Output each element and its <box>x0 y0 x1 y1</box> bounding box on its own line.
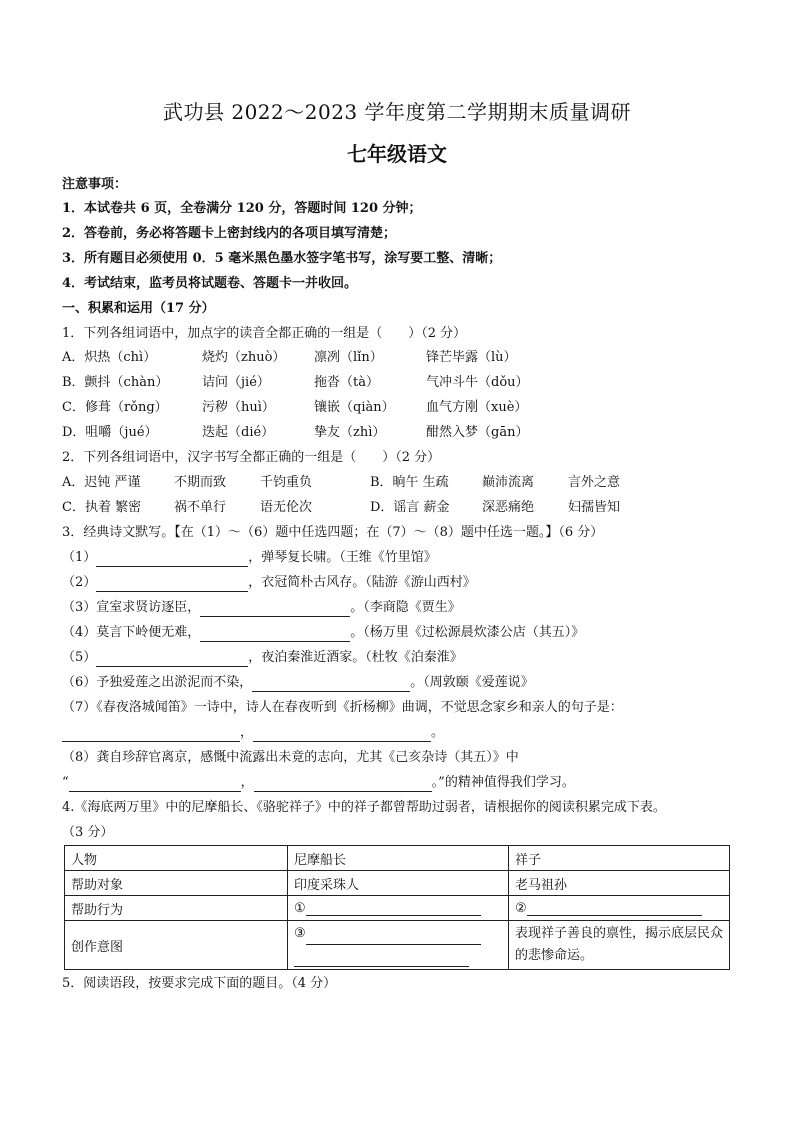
q1-c-4: 血气方刚（xuè） <box>426 400 528 415</box>
q3-stem: 3．经典诗文默写。【在（1）～（6）题中任选四题；在（7）～（8）题中任选一题。】（6 分） <box>62 525 604 540</box>
q3-2-pre: （2） <box>62 575 97 590</box>
q4-row2-xiangzi <box>509 896 730 921</box>
table-row <box>65 846 730 871</box>
q3-4-blank[interactable] <box>200 627 350 642</box>
q3-3-pre: （3）宣室求贤访逐臣， <box>62 600 201 615</box>
q4-score: （3 分） <box>62 825 114 840</box>
q2-options-ab <box>62 474 620 492</box>
notice-item-3: 3．所有题目必须使用 0．5 毫米黑色墨水签字笔书写，涂写要工整、清晰； <box>62 251 502 266</box>
q1-a-1: A．炽热（chì） <box>62 350 157 365</box>
q2-b-2: 巅沛流离 <box>482 475 535 490</box>
q4-mark-3: ③ <box>294 926 306 941</box>
q1-b-4: 气冲斗牛（dǒu） <box>426 375 529 390</box>
q3-item-7-prompt: （7）《春夜洛城闻笛》一诗中，诗人在春夜听到《折杨柳》曲调，不觉思念家乡和亲人的句子是： <box>62 700 623 715</box>
notice-heading: 注意事项： <box>62 177 128 192</box>
q1-c-3: 镶嵌（qiàn） <box>314 400 395 415</box>
q2-b-3: 言外之意 <box>568 475 621 490</box>
q1-b-2: 诘问（jié） <box>202 375 270 390</box>
q3-8-blank-2[interactable] <box>254 777 432 792</box>
q2-options-cd <box>62 499 620 517</box>
q3-2-blank[interactable] <box>96 577 248 592</box>
q3-item-6 <box>62 674 534 692</box>
section-1-heading: 一、积累和运用（17 分） <box>62 301 215 316</box>
q3-item-3 <box>62 599 461 617</box>
q2-d-2: 深恶痛绝 <box>482 500 535 515</box>
q3-item-8-prompt: （8）龚自珍辞官离京，感慨中流露出未竟的志向，尤其《己亥杂诗（其五）》中 <box>62 750 519 765</box>
q3-5-blank[interactable] <box>96 652 248 667</box>
q2-stem: 2．下列各组词语中，汉字书写全都正确的一组是（ ）（2 分） <box>62 450 441 465</box>
q4-row2-nemo <box>288 896 509 921</box>
q1-c-2: 污秽（huì） <box>202 400 275 415</box>
q4-row1-xiangzi: 老马祖孙 <box>509 871 730 896</box>
q3-item-2 <box>62 574 476 592</box>
q1-d-2: 迭起（dié） <box>202 425 275 440</box>
q1-a-4: 锋芒毕露（lù） <box>426 350 517 365</box>
q4-answer-2-blank[interactable] <box>527 901 702 916</box>
notice-item-2: 2．答卷前，务必将答题卡上密封线内的各项目填写清楚； <box>62 226 397 241</box>
q4-stem: 4.《海底两万里》中的尼摩船长、《骆驼祥子》中的祥子都曾帮助过弱者，请根据你的阅读积累完成下表。 <box>62 800 666 815</box>
q2-a-2: 不期而致 <box>174 475 227 490</box>
q3-1-blank[interactable] <box>96 552 248 567</box>
q4-header-nemo: 尼摩船长 <box>288 846 509 871</box>
q1-b-3: 拖沓（tà） <box>314 375 379 390</box>
q3-item-5 <box>62 649 463 667</box>
q4-answer-1-blank[interactable] <box>306 901 481 916</box>
q2-b-1: B．晌午 生疏 <box>370 475 449 490</box>
q2-c-1: C．执着 繁密 <box>62 500 142 515</box>
q1-c-1: C．修葺（rǒng） <box>62 400 168 415</box>
q3-7-blank-1[interactable] <box>62 727 240 742</box>
q4-row1-nemo: 印度采珠人 <box>288 871 509 896</box>
q3-8-blank-1[interactable] <box>69 777 241 792</box>
exam-subtitle: 七年级语文 <box>347 142 447 166</box>
q4-table <box>64 845 730 970</box>
q1-option-a <box>62 349 517 367</box>
q3-7-blank-2[interactable] <box>253 727 431 742</box>
q5-stem: 5．阅读语段，按要求完成下面的题目。（4 分） <box>62 976 337 991</box>
q4-row3-xiangzi: 表现祥子善良的禀性，揭示底层民众的悲惨命运。 <box>509 921 730 970</box>
q1-d-3: 挚友（zhì） <box>314 425 386 440</box>
q3-item-7-answer <box>62 724 444 742</box>
q3-item-4 <box>62 624 584 642</box>
q3-8-end: 。”的精神值得我们学习。 <box>431 775 575 790</box>
q4-header-xiangzi: 祥子 <box>509 846 730 871</box>
q1-option-b <box>62 374 529 392</box>
q3-3-blank[interactable] <box>200 602 350 617</box>
q4-mark-2: ② <box>515 900 527 916</box>
q2-a-1: A．迟钝 严谨 <box>62 475 141 490</box>
q3-6-blank[interactable] <box>252 677 410 692</box>
q3-7-comma: ， <box>240 725 254 740</box>
q3-1-pre: （1） <box>62 550 97 565</box>
q4-header-person: 人物 <box>65 846 288 871</box>
q1-d-1: D．咀嚼（jué） <box>62 425 158 440</box>
q1-d-4: 酣然入梦（gān） <box>426 425 529 440</box>
q2-a-3: 千钧重负 <box>260 475 313 490</box>
notice-item-1: 1．本试卷共 6 页，全卷满分 120 分，答题时间 120 分钟； <box>62 201 422 216</box>
q2-c-2: 祸不单行 <box>174 500 227 515</box>
q3-5-pre: （5） <box>62 650 97 665</box>
q3-6-post: 。（周敦颐《爱莲说》 <box>410 675 534 690</box>
q4-row3-nemo <box>288 921 509 970</box>
q2-d-1: D．谣言 薪金 <box>370 500 450 515</box>
q4-mark-1: ① <box>294 900 306 916</box>
q1-stem: 1．下列各组词语中，加点字的读音全都正确的一组是（ ）（2 分） <box>62 326 467 341</box>
table-row <box>65 921 730 970</box>
q1-option-c <box>62 399 527 417</box>
q3-6-pre: （6）予独爱莲之出淤泥而不染， <box>62 675 253 690</box>
q4-answer-3-blank-b[interactable] <box>294 952 469 967</box>
q3-8-open: “ <box>62 775 69 790</box>
q1-a-3: 凛冽（lǐn） <box>314 350 383 365</box>
q3-1-post: ，弹琴复长啸。（王维《竹里馆》 <box>248 550 437 565</box>
q1-b-1: B．颤抖（chàn） <box>62 375 169 390</box>
q4-row3-label: 创作意图 <box>65 921 288 970</box>
q4-row2-label: 帮助行为 <box>65 896 288 921</box>
exam-title: 武功县 2022～2023 学年度第二学期期末质量调研 <box>162 100 631 124</box>
q3-4-pre: （4）莫言下岭便无难， <box>62 625 201 640</box>
q1-option-d <box>62 424 528 442</box>
q2-c-3: 语无伦次 <box>260 500 313 515</box>
q2-d-3: 妇孺皆知 <box>568 500 621 515</box>
q4-answer-3-blank-a[interactable] <box>306 930 481 945</box>
q1-a-2: 烧灼（zhuò） <box>202 350 286 365</box>
q3-8-comma: ， <box>240 775 254 790</box>
q4-row1-label: 帮助对象 <box>65 871 288 896</box>
q3-item-8-answer <box>62 774 575 792</box>
notice-item-4: 4．考试结束，监考员将试题卷、答题卡一并收回。 <box>62 276 358 291</box>
q3-item-1 <box>62 549 437 567</box>
q3-3-post: 。（李商隐《贾生》 <box>350 600 461 615</box>
q3-2-post: ，衣冠简朴古风存。（陆游《游山西村》 <box>248 575 476 590</box>
q3-7-end: 。 <box>431 725 445 740</box>
table-row <box>65 896 730 921</box>
table-row <box>65 871 730 896</box>
q3-5-post: ，夜泊秦淮近酒家。（杜牧《泊秦淮》 <box>248 650 463 665</box>
q3-4-post: 。（杨万里《过松源晨炊漆公店（其五）》 <box>350 625 585 640</box>
